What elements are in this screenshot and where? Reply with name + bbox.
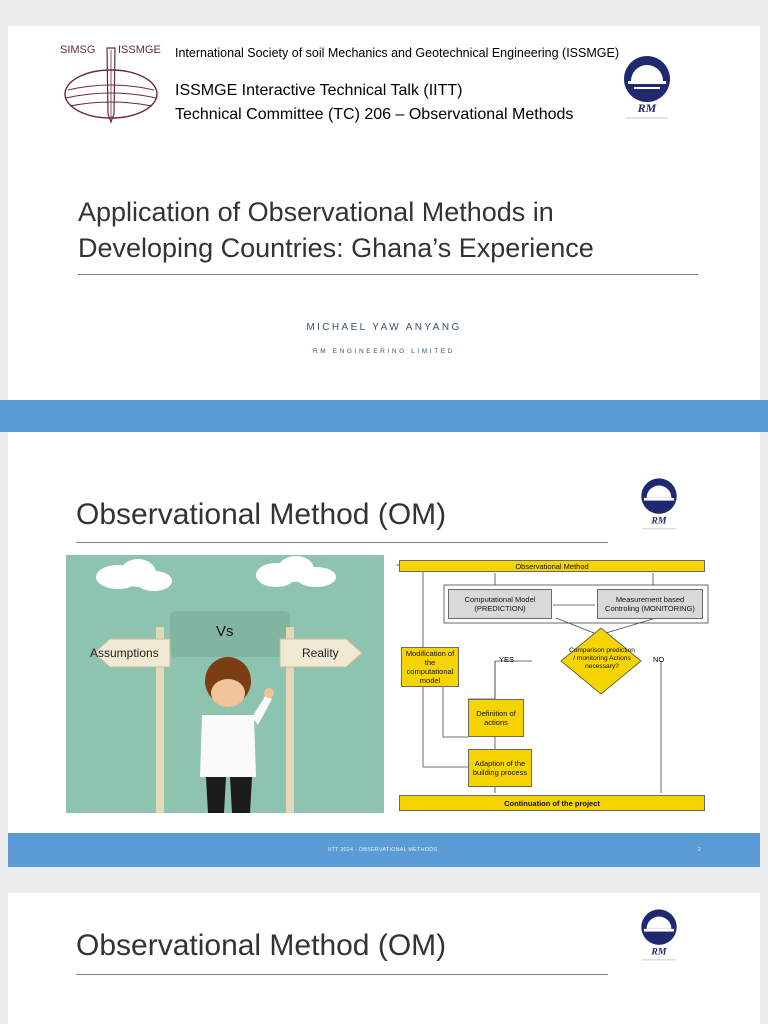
author-name: MICHAEL YAW ANYANG — [306, 322, 462, 333]
slide-observational-method — [8, 432, 760, 867]
rm-logo-letters: RM — [637, 101, 657, 115]
flow-comparison: Comparison prediction / monitoring Actions necessary? — [569, 647, 635, 670]
rm-engineering-logo — [628, 905, 690, 967]
title-slide — [8, 26, 760, 406]
flow-adaption: Adaption of the building process — [468, 749, 532, 787]
rm-logo-letters: RM — [651, 515, 667, 527]
illustration-graphic — [66, 555, 384, 813]
rm-engineering-logo — [612, 54, 682, 124]
slide-footer-band — [8, 833, 760, 867]
title-divider — [78, 274, 698, 275]
slide-separator-band — [0, 400, 768, 432]
issmge-emblem-icon — [56, 44, 166, 124]
sign-assumptions: Assumptions — [90, 646, 159, 660]
flow-measurement-monitoring: Measurement based Controling (MONITORING) — [597, 589, 703, 619]
title-line-1: Application of Observational Methods in — [78, 197, 554, 227]
flow-label-yes: YES — [499, 655, 515, 664]
rm-logo-icon — [612, 54, 682, 124]
presentation-title — [78, 194, 698, 266]
slide-title: Observational Method (OM) — [76, 498, 447, 531]
slide-title: Observational Method (OM) — [76, 929, 447, 962]
flow-modification: Modification of the computational model — [401, 647, 459, 687]
sign-reality: Reality — [302, 646, 339, 660]
logo-text-simsg: SIMSG — [60, 44, 96, 56]
header-talk-name: ISSMGE Interactive Technical Talk (IITT) — [175, 82, 463, 99]
slide-observational-method-continued — [8, 893, 760, 1024]
flow-observational-method: Observational Method — [399, 560, 705, 572]
footer-title: IITT 2024 - OBSERVATIONAL METHODS — [328, 847, 438, 853]
flow-computational-model: Computational Model (PREDICTION) — [448, 589, 552, 619]
author-company: RM ENGINEERING LIMITED — [312, 348, 456, 355]
rm-logo-icon — [628, 474, 690, 536]
flow-continuation: Continuation of the project — [399, 795, 705, 811]
title-divider — [76, 974, 608, 975]
issmge-logo — [56, 44, 166, 124]
title-line-2: Developing Countries: Ghana’s Experience — [78, 233, 594, 263]
flow-label-no: NO — [653, 655, 665, 664]
page-number: 2 — [698, 847, 702, 853]
flow-definition: Definition of actions — [468, 699, 524, 737]
title-divider — [76, 542, 608, 543]
rm-engineering-logo — [628, 474, 690, 536]
observational-method-flowchart — [391, 555, 709, 813]
header-committee: Technical Committee (TC) 206 – Observational Methods — [175, 106, 574, 123]
label-vs: Vs — [216, 623, 234, 640]
logo-text-issmge: ISSMGE — [118, 44, 161, 56]
assumptions-vs-reality-illustration — [66, 555, 384, 813]
rm-logo-letters: RM — [651, 946, 667, 958]
rm-logo-icon — [628, 905, 690, 967]
header-organization: International Society of soil Mechanics and Geotechnical Engineering (ISSMGE) — [175, 46, 619, 60]
